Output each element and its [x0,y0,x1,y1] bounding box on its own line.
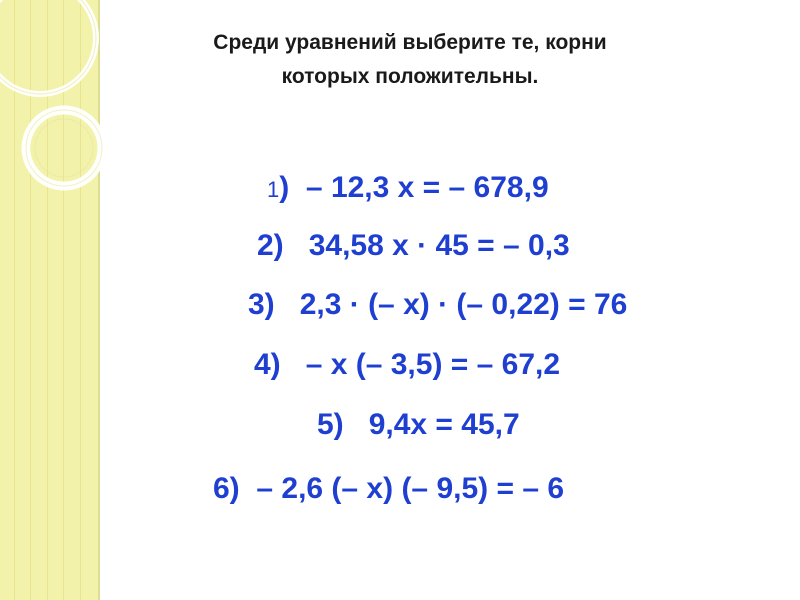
equation-1 [267,170,549,208]
equation-bracket: ) [279,171,290,204]
title-line-1: Среди уравнений выберите те, корни [213,31,607,54]
equation-number: 5) [317,408,344,441]
equation-number: 4) [254,348,281,381]
equation-3 [248,287,627,323]
equation-number: 2) [257,229,284,262]
equation-number: 6) [213,472,240,505]
equation-6 [213,471,564,507]
equation-number: 1 [267,177,280,202]
equation-5 [317,407,520,443]
equation-expression: – х (– 3,5) = – 67,2 [305,348,561,381]
equation-expression: – 12,3 х = – 678,9 [305,171,549,204]
equation-number: 3) [248,288,275,321]
equation-4 [254,347,560,383]
equation-2 [257,228,570,264]
equation-expression: – 2,6 (– х) (– 9,5) = – 6 [256,472,565,505]
title-line-2: которых положительны. [281,65,539,88]
equation-expression: 2,3 · (– х) · (– 0,22) = 76 [299,288,628,321]
equation-expression: 9,4х = 45,7 [368,408,520,441]
slide-title [130,26,690,94]
equation-expression: 34,58 х · 45 = – 0,3 [308,229,570,262]
